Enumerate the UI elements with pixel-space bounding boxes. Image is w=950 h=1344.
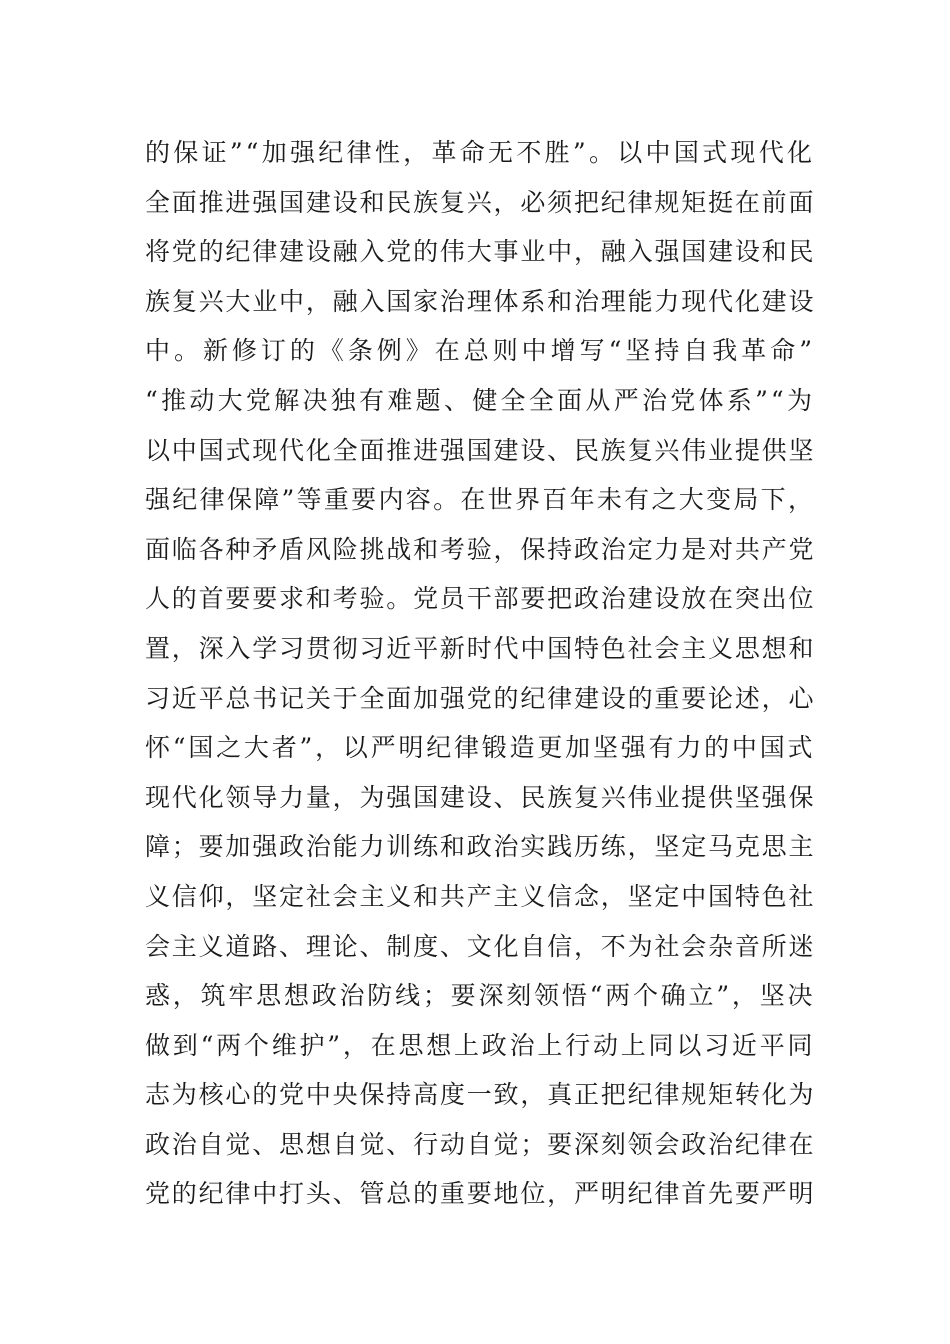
text-line: 会主义道路、理论、制度、文化自信，不为社会杂音所迷 — [145, 931, 815, 961]
text-line: 义信仰，坚定社会主义和共产主义信念，坚定中国特色社 — [145, 881, 815, 911]
text-line: 怀“国之大者”，以严明纪律锻造更加坚强有力的中国式 — [145, 733, 815, 763]
text-line: 全面推进强国建设和民族复兴，必须把纪律规矩挺在前面 — [145, 187, 815, 217]
text-line: 惑，筑牢思想政治防线；要深刻领悟“两个确立”，坚决 — [145, 981, 815, 1011]
text-line: 面临各种矛盾风险挑战和考验，保持政治定力是对共产党 — [145, 534, 815, 564]
text-line: “推动大党解决独有难题、健全全面从严治党体系”“为 — [145, 385, 815, 415]
text-line: 人的首要要求和考验。党员干部要把政治建设放在突出位 — [145, 584, 815, 614]
text-line: 障；要加强政治能力训练和政治实践历练，坚定马克思主 — [145, 832, 815, 862]
text-line: 志为核心的党中央保持高度一致，真正把纪律规矩转化为 — [145, 1080, 815, 1110]
text-line: 以中国式现代化全面推进强国建设、民族复兴伟业提供坚 — [145, 435, 815, 465]
text-line: 党的纪律中打头、管总的重要地位，严明纪律首先要严明 — [145, 1179, 815, 1209]
text-line: 将党的纪律建设融入党的伟大事业中，融入强国建设和民 — [145, 237, 815, 267]
text-line: 做到“两个维护”，在思想上政治上行动上同以习近平同 — [145, 1030, 815, 1060]
text-line: 中。新修订的《条例》在总则中增写“坚持自我革命” — [145, 336, 815, 366]
text-line: 政治自觉、思想自觉、行动自觉；要深刻领会政治纪律在 — [145, 1129, 815, 1159]
text-line: 置，深入学习贯彻习近平新时代中国特色社会主义思想和 — [145, 633, 815, 663]
text-line: 的保证”“加强纪律性，革命无不胜”。以中国式现代化 — [145, 138, 815, 167]
text-line: 族复兴大业中，融入国家治理体系和治理能力现代化建设 — [145, 286, 815, 316]
body-paragraph — [145, 128, 815, 1219]
text-line: 现代化领导力量，为强国建设、民族复兴伟业提供坚强保 — [145, 782, 815, 812]
text-line: 习近平总书记关于全面加强党的纪律建设的重要论述，心 — [145, 683, 815, 713]
text-line: 强纪律保障”等重要内容。在世界百年未有之大变局下， — [145, 485, 815, 515]
